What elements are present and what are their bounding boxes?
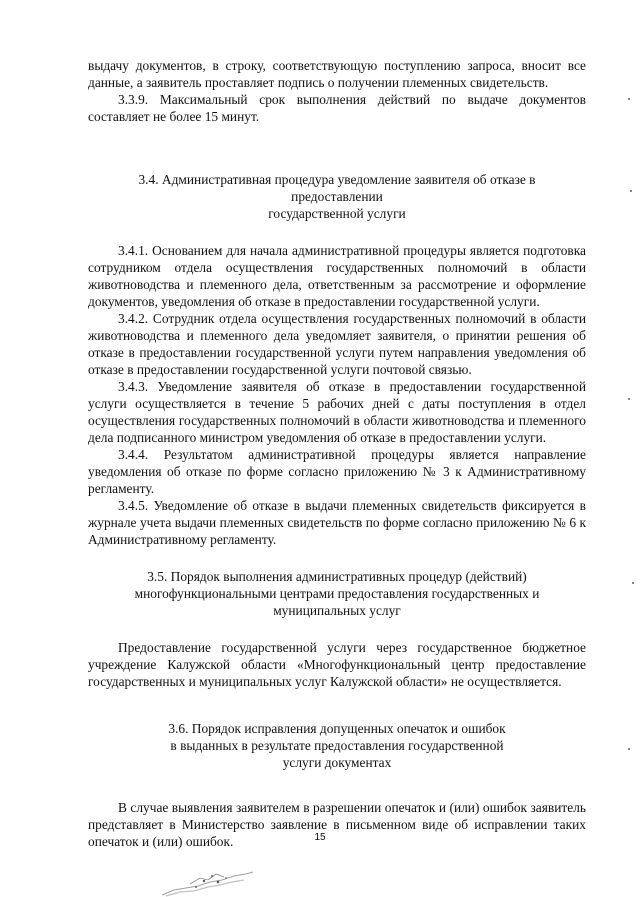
paragraph-3-3-8-continuation: выдачу документов, в строку, соответствующую поступлению запроса, вносит все данные, а заявитель проставляет подпись о получении племенных свидетельств. bbox=[88, 58, 586, 90]
heading-3-4-line-3: государственной услуги bbox=[268, 206, 406, 221]
paragraph-3-6-body: В случае выявления заявителем в разрешении опечаток и (или) ошибок заявитель представляет в Министерство заявление в письменном виде об исправлении таких опечаток и (или) ошибок. bbox=[88, 800, 586, 849]
paragraph-3-4-5: 3.4.5. Уведомление об отказе в выдачи племенных свидетельств фиксируется в журнале учета выдачи племенных свидетельств по форме согласно приложению № 6 к Административному регламенту. bbox=[88, 498, 586, 547]
scan-artifact bbox=[160, 862, 255, 897]
document-page bbox=[88, 57, 586, 850]
heading-3-4-line-1: 3.4. Административная процедура уведомление заявителя об отказе в bbox=[138, 172, 536, 187]
heading-3-6-line-3: услуги документах bbox=[282, 755, 392, 770]
heading-3-4 bbox=[88, 171, 586, 222]
heading-3-5-line-3: муниципальных услуг bbox=[273, 603, 401, 618]
heading-3-6 bbox=[88, 720, 586, 771]
paragraph-3-5-body: Предоставление государственной услуги через государственное бюджетное учреждение Калужской области «Многофункциональный центр предоставление государственных и муниципальных услуг Калужской области» не осуществляется. bbox=[88, 640, 586, 689]
paragraph-3-4-4: 3.4.4. Результатом административной процедуры является направление уведомления об отказе по форме согласно приложению № 3 к Административному регламенту. bbox=[88, 447, 586, 496]
heading-3-6-line-2: в выданных в результате предоставления государственной bbox=[170, 738, 504, 753]
paragraph-3-4-1: 3.4.1. Основанием для начала административной процедуры является подготовка сотрудником отдела осуществления государственных полномочий в области животноводства и племенного дела, ответственным за рассмотрение и оформление документов, уведомления об отказе в предоставлении государственной услуги. bbox=[88, 243, 586, 309]
page-number: 15 bbox=[314, 832, 326, 843]
paragraph-3-3-9: 3.3.9. Максимальный срок выполнения действий по выдаче документов составляет не более 15 минут. bbox=[88, 92, 586, 124]
paragraph-3-4-3: 3.4.3. Уведомление заявителя об отказе в предоставлении государственной услуги осуществляется в течение 5 рабочих дней с даты поступления в отдел осуществления государственных полномочий в области животноводства и племенного дела подписанного министром уведомления об отказе в предоставлении услуги. bbox=[88, 379, 586, 445]
heading-3-6-line-1: 3.6. Порядок исправления допущенных опечаток и ошибок bbox=[168, 721, 506, 736]
heading-3-5-line-2: многофункциональными центрами предоставления государственных и bbox=[134, 586, 540, 601]
heading-3-5-line-1: 3.5. Порядок выполнения административных процедур (действий) bbox=[147, 569, 527, 584]
heading-3-4-line-2: предоставлении bbox=[291, 189, 383, 204]
paragraph-3-4-2: 3.4.2. Сотрудник отдела осуществления государственных полномочий в области животноводства и племенного дела уведомляет заявителя, о принятии решения об отказе в предоставлении государственной услуги путем направления уведомления об отказе в предоставлении государственной услуги почтовой связью. bbox=[88, 311, 586, 377]
heading-3-5 bbox=[88, 568, 586, 619]
